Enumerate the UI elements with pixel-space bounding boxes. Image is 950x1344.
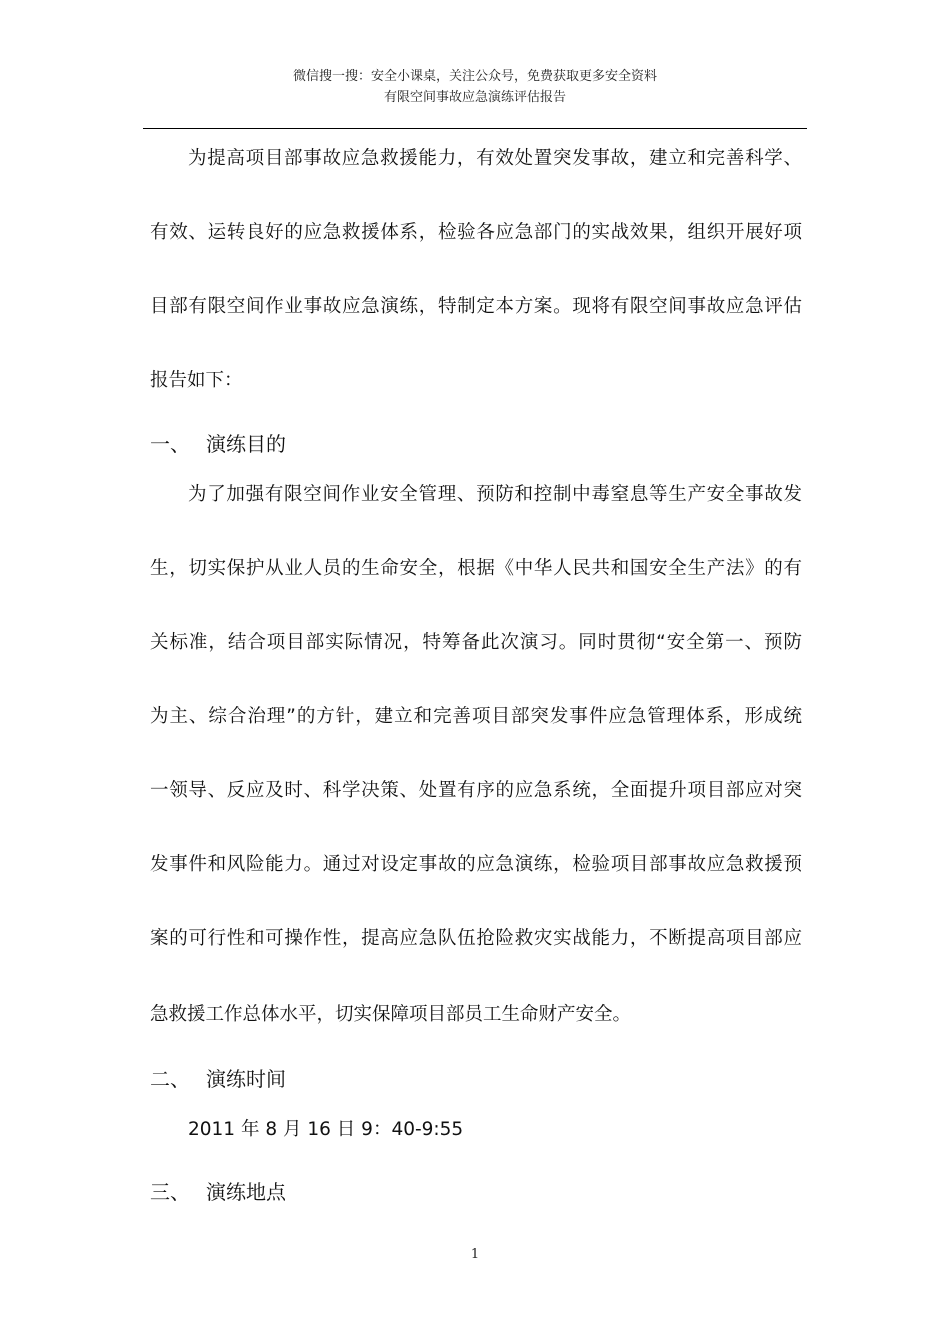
header-divider: [143, 128, 807, 129]
paragraph-line: 为主、综合治理”的方针，建立和完善项目部突发事件应急管理体系，形成统: [150, 706, 802, 727]
section-number: 三、: [150, 1180, 190, 1204]
intro-line: 有效、运转良好的应急救援体系，检验各应急部门的实战效果，组织开展好项: [150, 222, 802, 243]
section-title: 演练时间: [206, 1067, 286, 1091]
header-document-title: 有限空间事故应急演练评估报告: [383, 90, 566, 105]
paragraph-line: 急救援工作总体水平，切实保障项目部员工生命财产安全。: [150, 1004, 632, 1025]
drill-time-value: 2011 年 8 月 16 日 9：40-9:55: [188, 1119, 464, 1140]
section-heading-time: [150, 1065, 286, 1093]
intro-line: 为提高项目部事故应急救援能力，有效处置突发事故，建立和完善科学、: [188, 148, 802, 169]
section-title: 演练地点: [206, 1180, 286, 1204]
intro-line: 报告如下：: [150, 370, 243, 391]
section-number: 二、: [150, 1067, 190, 1091]
section-heading-purpose: [150, 430, 286, 458]
section-number: 一、: [150, 432, 190, 456]
paragraph-line: 生，切实保护从业人员的生命安全，根据《中华人民共和国安全生产法》的有: [150, 558, 802, 579]
header-promo-text: 微信搜一搜：安全小课桌，关注公众号，免费获取更多安全资料: [292, 69, 657, 84]
paragraph-line: 一领导、反应及时、科学决策、处置有序的应急系统，全面提升项目部应对突: [150, 780, 802, 801]
paragraph-line: 发事件和风险能力。通过对设定事故的应急演练，检验项目部事故应急救援预: [150, 854, 802, 875]
paragraph-line: 为了加强有限空间作业安全管理、预防和控制中毒窒息等生产安全事故发: [188, 484, 802, 505]
page-number: 1: [470, 1247, 480, 1262]
paragraph-line: 关标准，结合项目部实际情况，特筹备此次演习。同时贯彻“安全第一、预防: [150, 632, 802, 653]
section-title: 演练目的: [206, 432, 286, 456]
section-heading-location: [150, 1178, 286, 1206]
intro-line: 目部有限空间作业事故应急演练，特制定本方案。现将有限空间事故应急评估: [150, 296, 802, 317]
paragraph-line: 案的可行性和可操作性，提高应急队伍抢险救灾实战能力，不断提高项目部应: [150, 928, 802, 949]
